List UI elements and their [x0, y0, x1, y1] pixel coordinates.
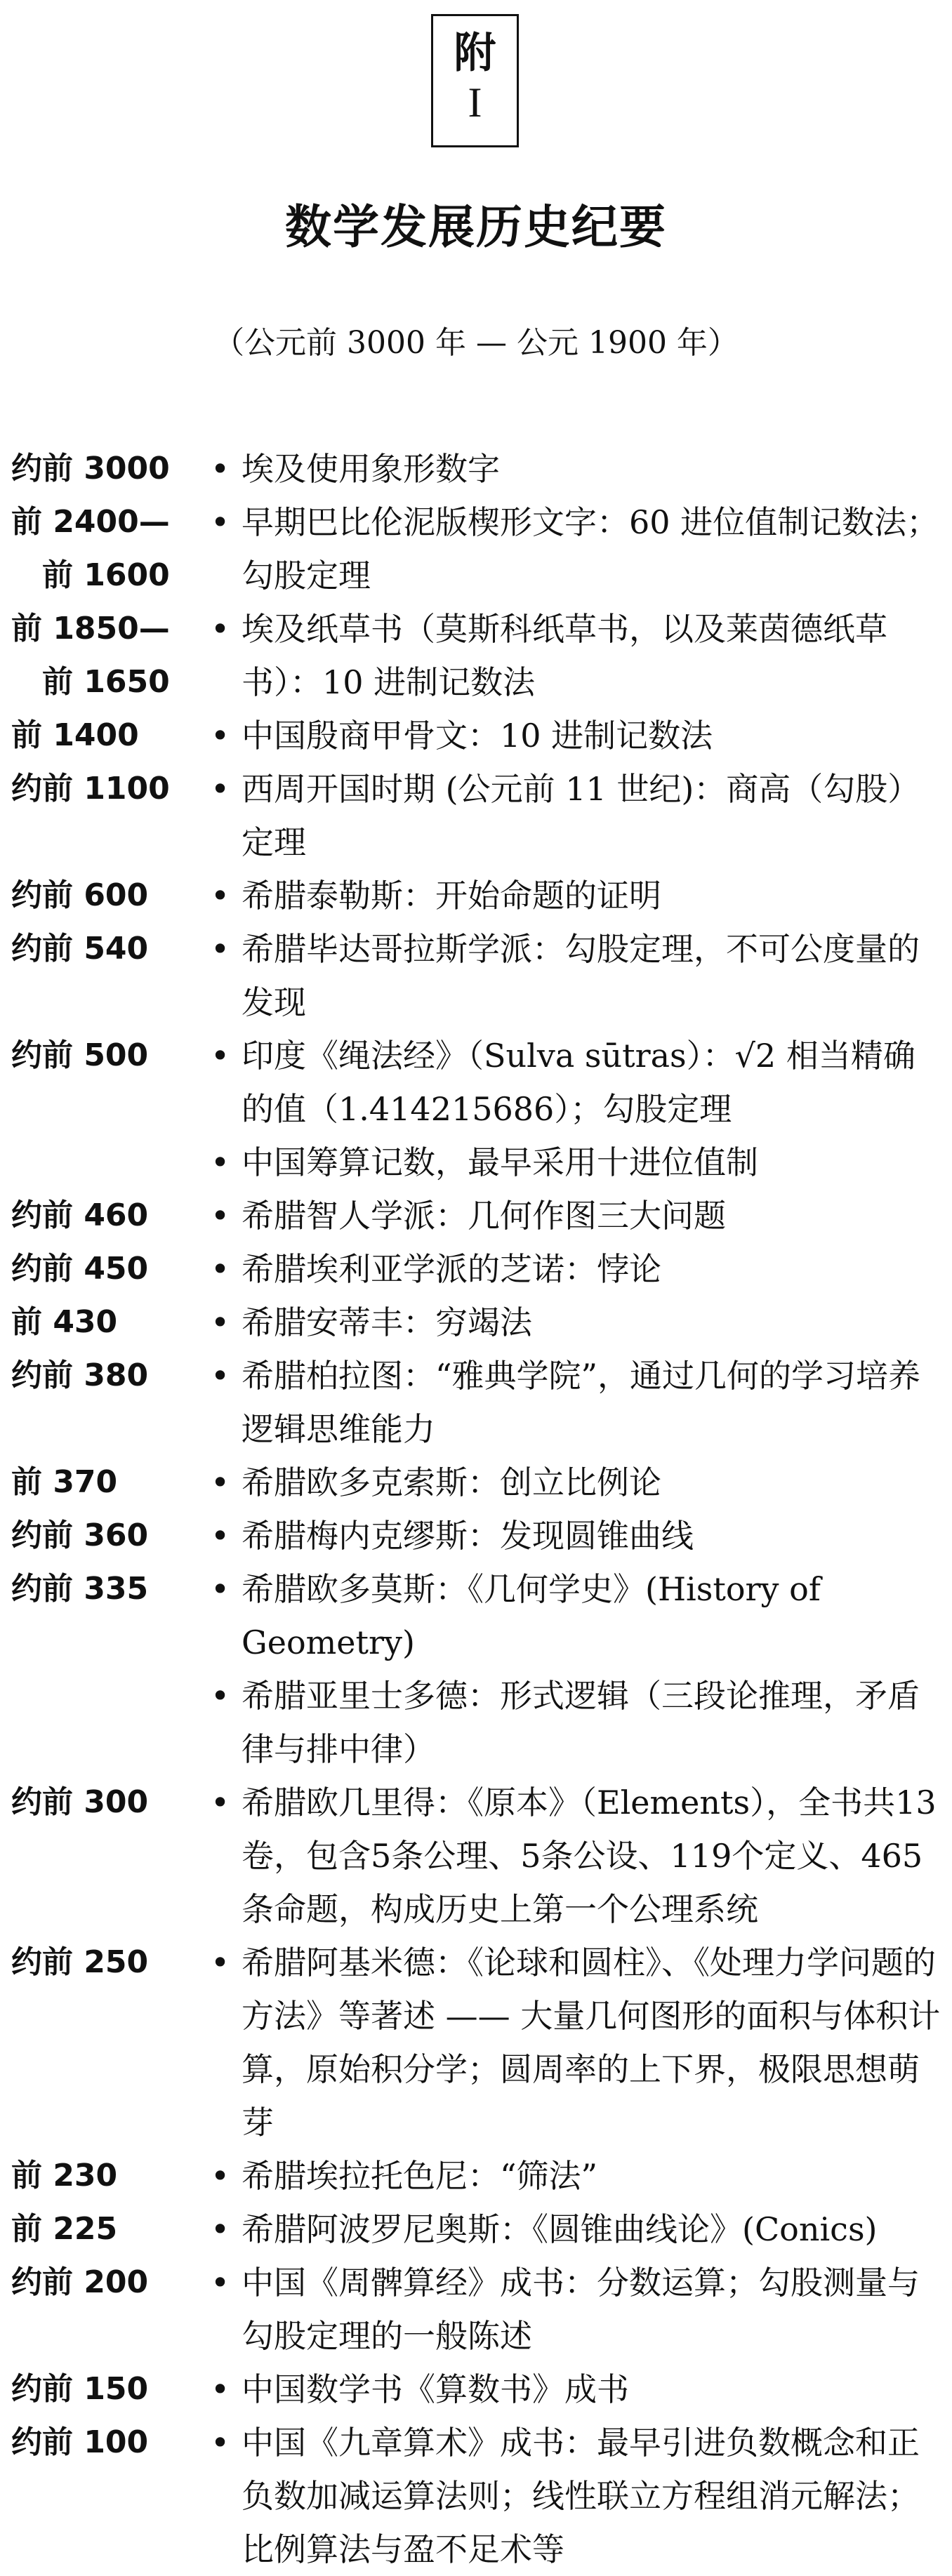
entry-item	[0, 2149, 952, 2203]
entry-date: 约前 200	[11, 2264, 149, 2300]
bullet-icon: •	[211, 1197, 230, 1235]
timeline-entry	[0, 709, 952, 762]
entry-text: 埃及纸草书（莫斯科纸草书，以及莱茵德纸草书）：10 进制记数法	[242, 610, 887, 701]
entry-date: 约前 250	[11, 1944, 149, 1980]
entry-item	[0, 1669, 952, 1776]
timeline-entry	[0, 602, 952, 709]
entry-item	[0, 1456, 952, 1509]
entry-text: 希腊埃拉托色尼：“筛法”	[242, 2157, 598, 2195]
entry-date: 约前 600	[11, 877, 149, 913]
timeline-entry	[0, 1189, 952, 1242]
entry-date: 前 1850— 前 1650	[11, 611, 170, 700]
entry-item	[0, 1136, 952, 1189]
entry-text: 中国《周髀算经》成书：分数运算；勾股测量与勾股定理的一般陈述	[242, 2264, 920, 2355]
entry-date: 约前 1100	[11, 771, 170, 806]
timeline-entry	[0, 1029, 952, 1189]
entry-text: 希腊梅内克缪斯：发现圆锥曲线	[242, 1517, 694, 1555]
timeline-entry	[0, 2416, 952, 2576]
entry-text: 印度《绳法经》（Sulva sūtras）：√2 相当精确的值（1.414215686）；勾股定理	[242, 1037, 915, 1128]
entry-item	[0, 762, 952, 869]
timeline-entry	[0, 442, 952, 496]
bullet-icon: •	[211, 503, 230, 541]
entry-date: 约前 460	[11, 1197, 149, 1233]
entry-text: 希腊安蒂丰：穷竭法	[242, 1303, 532, 1341]
timeline	[0, 442, 952, 2576]
entry-item	[0, 922, 952, 1029]
bullet-icon: •	[211, 610, 230, 648]
timeline-entry	[0, 2363, 952, 2416]
entry-item	[0, 1189, 952, 1242]
bullet-icon: •	[211, 1143, 230, 1181]
entry-item	[0, 1562, 952, 1669]
timeline-entry	[0, 1776, 952, 1936]
timeline-entry	[0, 1562, 952, 1776]
entry-date: 约前 335	[11, 1571, 149, 1607]
bullet-icon: •	[211, 877, 230, 915]
entry-text: 希腊阿波罗尼奥斯：《圆锥曲线论》(Conics)	[242, 2210, 878, 2248]
bullet-icon: •	[211, 1944, 230, 1981]
bullet-icon: •	[211, 930, 230, 968]
entry-text: 希腊阿基米德：《论球和圆柱》、《处理力学问题的方法》等著述 —— 大量几何图形的面积与体积计算，原始积分学；圆周率的上下界，极限思想萌芽	[242, 1944, 941, 2142]
entry-date: 约前 3000	[11, 451, 170, 486]
entry-text: 埃及使用象形数字	[242, 450, 500, 488]
bullet-icon: •	[211, 1784, 230, 1821]
entry-text: 早期巴比伦泥版楔形文字：60 进位值制记数法；勾股定理	[242, 503, 939, 595]
entry-date: 前 225	[11, 2211, 118, 2247]
bullet-icon: •	[211, 1463, 230, 1501]
entry-item	[0, 1029, 952, 1136]
bullet-icon: •	[211, 717, 230, 755]
appendix-char: 附	[454, 29, 496, 78]
entry-date: 约前 540	[11, 931, 149, 967]
entry-item	[0, 1776, 952, 1936]
entry-item	[0, 1936, 952, 2149]
entry-item	[0, 2203, 952, 2256]
entry-item	[0, 869, 952, 922]
timeline-entry	[0, 762, 952, 869]
appendix-number: I	[468, 79, 482, 126]
bullet-icon: •	[211, 1517, 230, 1555]
timeline-entry	[0, 2203, 952, 2256]
bullet-icon: •	[211, 1303, 230, 1341]
entry-text: 希腊毕达哥拉斯学派：勾股定理，不可公度量的发现	[242, 930, 920, 1021]
entry-date: 约前 360	[11, 1518, 149, 1553]
bullet-icon: •	[211, 1677, 230, 1715]
bullet-icon: •	[211, 2370, 230, 2408]
entry-text: 希腊亚里士多德：形式逻辑（三段论推理，矛盾律与排中律）	[242, 1677, 920, 1768]
entry-item	[0, 602, 952, 709]
entry-date: 前 230	[11, 2158, 118, 2193]
entry-text: 西周开国时期 (公元前 11 世纪)：商高（勾股）定理	[242, 770, 920, 861]
entry-date: 前 430	[11, 1304, 118, 1340]
entry-text: 希腊埃利亚学派的芝诺：悖论	[242, 1250, 661, 1288]
timeline-entry	[0, 922, 952, 1029]
entry-item	[0, 2256, 952, 2363]
timeline-entry	[0, 1349, 952, 1456]
timeline-entry	[0, 1242, 952, 1296]
bullet-icon: •	[211, 1357, 230, 1395]
entry-text: 希腊智人学派：几何作图三大问题	[242, 1197, 726, 1235]
entry-date: 约前 450	[11, 1251, 149, 1287]
entry-date: 约前 100	[11, 2424, 149, 2460]
bullet-icon: •	[211, 1570, 230, 1608]
bullet-icon: •	[211, 1037, 230, 1075]
appendix-label-box	[431, 14, 519, 147]
timeline-entry	[0, 2256, 952, 2363]
entry-text: 希腊欧多莫斯：《几何学史》(History of Geometry)	[242, 1570, 821, 1661]
entry-date: 约前 380	[11, 1357, 149, 1393]
entry-text: 希腊欧几里得：《原本》（Elements），全书共13卷，包含5条公理、5条公设、119个定义、465条命题，构成历史上第一个公理系统	[242, 1784, 937, 1928]
bullet-icon: •	[211, 2424, 230, 2462]
entry-date: 约前 150	[11, 2371, 149, 2407]
entry-text: 希腊欧多克索斯：创立比例论	[242, 1463, 661, 1501]
entry-text: 中国数学书《算数书》成书	[242, 2370, 629, 2408]
entry-text: 希腊柏拉图：“雅典学院”，通过几何的学习培养逻辑思维能力	[242, 1357, 921, 1448]
page-subtitle: （公元前 3000 年 — 公元 1900 年）	[213, 325, 739, 361]
entry-text: 中国筹算记数，最早采用十进位值制	[242, 1143, 758, 1181]
entry-date: 约前 500	[11, 1037, 149, 1073]
bullet-icon: •	[211, 2157, 230, 2195]
timeline-entry	[0, 2149, 952, 2203]
bullet-icon: •	[211, 1250, 230, 1288]
page-title: 数学发展历史纪要	[285, 200, 667, 254]
entry-item	[0, 1509, 952, 1562]
bullet-icon: •	[211, 450, 230, 488]
entry-text: 中国《九章算术》成书：最早引进负数概念和正负数加减运算法则；线性联立方程组消元解法；比例算法与盈不足术等	[242, 2424, 920, 2568]
bullet-icon: •	[211, 2264, 230, 2302]
timeline-entry	[0, 496, 952, 602]
timeline-entry	[0, 1456, 952, 1509]
entry-date: 前 1400	[11, 717, 139, 753]
timeline-entry	[0, 869, 952, 922]
entry-text: 中国殷商甲骨文：10 进制记数法	[242, 717, 713, 755]
timeline-entry	[0, 1296, 952, 1349]
timeline-entry	[0, 1509, 952, 1562]
timeline-entry	[0, 1936, 952, 2149]
entry-date: 前 370	[11, 1464, 118, 1500]
entry-date: 前 2400— 前 1600	[11, 504, 170, 593]
entry-item	[0, 496, 952, 602]
entry-item	[0, 709, 952, 762]
entry-date: 约前 300	[11, 1784, 149, 1820]
entry-item	[0, 1242, 952, 1296]
entry-text: 希腊泰勒斯：开始命题的证明	[242, 877, 661, 915]
entry-item	[0, 1349, 952, 1456]
entry-item	[0, 2363, 952, 2416]
entry-item	[0, 2416, 952, 2576]
entry-item	[0, 442, 952, 496]
bullet-icon: •	[211, 770, 230, 808]
entry-item	[0, 1296, 952, 1349]
bullet-icon: •	[211, 2210, 230, 2248]
